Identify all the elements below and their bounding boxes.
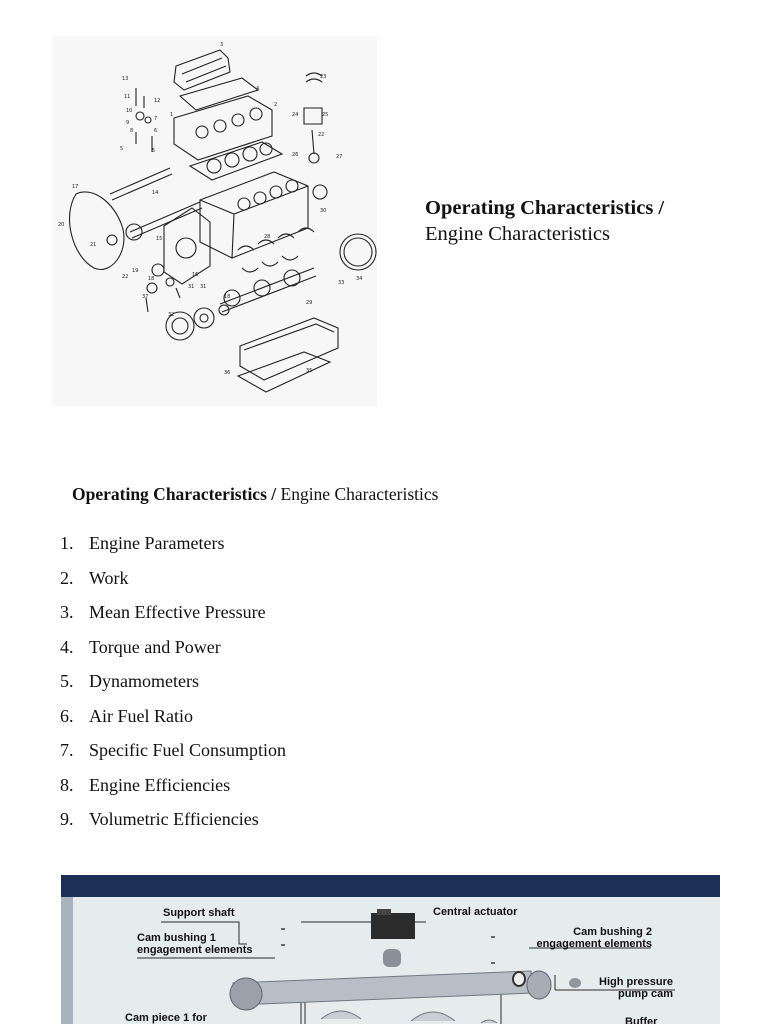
svg-text:5: 5 — [152, 148, 156, 154]
list-item — [60, 565, 286, 600]
list-item-label: Specific Fuel Consumption — [89, 740, 286, 760]
list-item-number: 5. — [60, 671, 74, 691]
list-item-number: 1. — [60, 533, 74, 553]
svg-text:18: 18 — [224, 294, 231, 300]
list-item-label: Air Fuel Ratio — [89, 705, 193, 726]
svg-text:27: 27 — [336, 154, 343, 160]
svg-text:5: 5 — [120, 146, 124, 152]
slide-title — [425, 195, 664, 247]
central-actuator-label: Central actuator — [433, 906, 518, 918]
svg-text:34: 34 — [356, 276, 363, 282]
svg-text:3: 3 — [220, 42, 224, 48]
list-item-number: 4. — [60, 636, 74, 657]
svg-text:22: 22 — [122, 274, 129, 280]
buffer-label: Buffer — [625, 1016, 658, 1024]
list-item-label: Dynamometers — [89, 671, 199, 691]
svg-text:1: 1 — [170, 112, 174, 118]
list-item — [60, 530, 286, 565]
section-heading — [72, 484, 438, 505]
list-item-label: Mean Effective Pressure — [89, 602, 266, 622]
svg-text:6: 6 — [154, 128, 158, 134]
svg-text:15: 15 — [156, 236, 163, 242]
svg-text:31: 31 — [188, 284, 195, 290]
slide-title-subtitle: Engine Characteristics — [425, 223, 611, 245]
svg-text:18: 18 — [148, 276, 155, 282]
svg-text:24: 24 — [292, 112, 299, 118]
svg-text:26: 26 — [292, 152, 299, 158]
list-item-label: Work — [89, 567, 129, 588]
svg-text:32: 32 — [168, 312, 175, 318]
svg-text:23: 23 — [320, 74, 327, 80]
camshaft-system-image — [61, 875, 720, 1024]
support-shaft-label: Support shaft — [163, 907, 235, 919]
svg-text:35: 35 — [306, 368, 313, 374]
list-item-label: Engine Efficiencies — [89, 774, 231, 795]
section-heading-rest: Engine Characteristics — [276, 484, 439, 504]
svg-text:16: 16 — [192, 272, 199, 278]
cam-piece-1-label: Cam piece 1 for — [125, 1012, 207, 1024]
list-item — [60, 806, 286, 841]
list-item-label: Torque and Power — [89, 636, 221, 657]
section-heading-bold: Operating Characteristics / — [72, 484, 277, 504]
svg-text:29: 29 — [306, 300, 313, 306]
list-item — [60, 634, 286, 669]
high-pressure-pump-cam-label: High pressure pump cam — [599, 976, 673, 1000]
svg-text:12: 12 — [154, 98, 161, 104]
svg-text:2: 2 — [274, 102, 278, 108]
svg-text:20: 20 — [58, 222, 65, 228]
svg-text:4: 4 — [256, 86, 260, 92]
list-item — [60, 737, 286, 772]
svg-text:28: 28 — [264, 234, 271, 240]
svg-text:13: 13 — [122, 76, 129, 82]
svg-text:22: 22 — [318, 132, 325, 138]
list-item-number: 7. — [60, 740, 74, 760]
list-item — [60, 668, 286, 703]
list-item — [60, 772, 286, 807]
svg-text:37: 37 — [142, 294, 149, 300]
svg-text:19: 19 — [132, 268, 139, 274]
topic-list — [60, 530, 286, 841]
svg-text:11: 11 — [124, 94, 131, 100]
svg-text:10: 10 — [126, 108, 133, 114]
list-item-label: Engine Parameters — [89, 533, 225, 553]
svg-text:8: 8 — [130, 128, 134, 134]
slide-title-bold: Operating Characteristics / — [425, 197, 665, 219]
cam-bushing-2-label: Cam bushing 2 engagement elements — [536, 926, 652, 950]
svg-text:31: 31 — [200, 284, 207, 290]
list-item-number: 8. — [60, 774, 74, 795]
list-item-number: 2. — [60, 567, 74, 588]
svg-text:30: 30 — [320, 208, 327, 214]
svg-text:9: 9 — [126, 120, 130, 126]
svg-text:25: 25 — [322, 112, 329, 118]
engine-exploded-view-image — [52, 36, 377, 406]
list-item-number: 3. — [60, 602, 74, 622]
svg-text:7: 7 — [154, 116, 158, 122]
list-item — [60, 599, 286, 634]
svg-text:21: 21 — [90, 242, 97, 248]
svg-text:36: 36 — [224, 370, 231, 376]
list-item-number: 9. — [60, 809, 74, 829]
list-item — [60, 703, 286, 738]
cam-bushing-1-label: Cam bushing 1 engagement elements — [137, 932, 253, 956]
svg-text:17: 17 — [72, 184, 79, 190]
list-item-label: Volumetric Efficiencies — [89, 809, 259, 829]
svg-text:33: 33 — [338, 280, 345, 286]
svg-text:14: 14 — [152, 190, 159, 196]
list-item-number: 6. — [60, 705, 74, 726]
